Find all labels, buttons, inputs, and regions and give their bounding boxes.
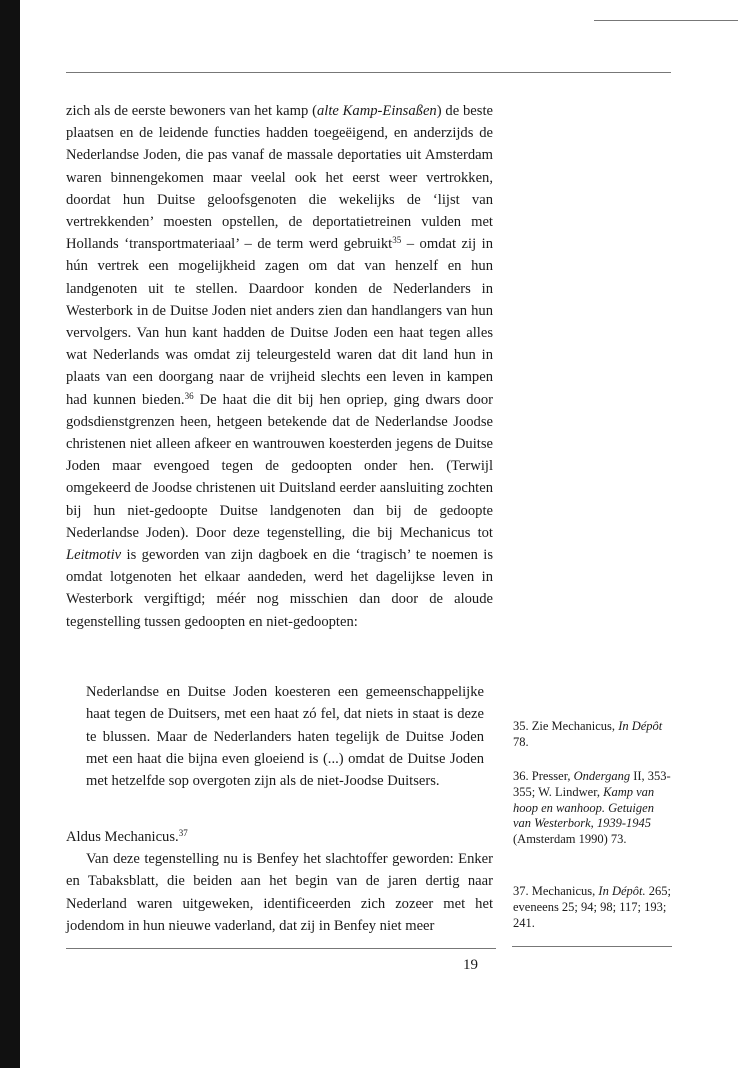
page-number: 19 (463, 957, 478, 973)
paragraph (66, 100, 493, 633)
italic-run: In Dépôt. (598, 884, 646, 898)
body-text-continued (66, 826, 493, 937)
text-run: 265; eveneens 25; 94; 98; 117; 193; 241. (513, 884, 671, 930)
text-run: ) de beste plaatsen en de leidende functies hadden toegeëigend, en anderzijds de Nederlandse Joden, die pas vanaf de massale deportaties uit Amsterdam waren binnengekomen maar veelal ook het eerst weer vertrokken, doordat hun Duitse geloofsgenoten die wekelijks de ‘lijst van vertrekkenden’ moesten opstellen, de deportatietreinen vulden met Hollands ‘transportmateriaal’ – de term werd gebruikt (66, 103, 493, 253)
block-quote (86, 681, 484, 792)
text-run: De haat die dit bij hen opriep, ging dwars door godsdienstgrenzen heen, hetgeen betekende dat de Nederlandse Joodse christenen niet alleen afkeer en wantrouwen koesterden jegens de Duitse Joden maar evengoed tegen de gedoopten onder hen. (Terwijl omgekeerd de Joodse christenen uit Duitsland eerder aansluiting zochten bij hun niet-gedoopte Duitse landgenoten dan bij de gedoopte Nederlandse Joden). Door deze tegenstelling, die bij Mechanicus tot (66, 391, 494, 541)
text-run: 35. Zie Mechanicus, (513, 719, 619, 733)
text-run: 78. (513, 734, 529, 749)
header-rule (66, 72, 671, 73)
footnote-ref: 36 (184, 390, 194, 401)
italic-run: Ondergang (573, 769, 631, 783)
text-run: zich als de eerste bewoners van het kamp ( (66, 103, 317, 119)
footnote-36 (513, 769, 673, 848)
footnote-text (513, 719, 673, 751)
quote-text: Nederlandse en Duitse Joden koesteren een gemeenschappelijke haat tegen de Duitsers, met een haat zó fel, dat niets in staat is deze te blussen. Maar de Nederlanders haten tegelijk de Duitse Joden met een haat die bijna even gloeiend is (...) omdat de Duitse Joden met hetzelfde sop overgoten zijn als de niet-Joodse Duitsers. (86, 684, 484, 790)
footnote-ref: 37 (178, 828, 188, 838)
text-run: 36. Presser, (513, 769, 574, 783)
text-run: Aldus Mechanicus. (66, 829, 179, 845)
italic-run: alte Kamp-Einsaßen (316, 103, 437, 119)
italic-run: Kamp van hoop en wanhoop. Getuigen van Westerbork, 1939-1945 (513, 784, 655, 831)
text-run: 37. Mechanicus, (513, 884, 599, 898)
text-run: is geworden van zijn dagboek en die ‘tragisch’ te noemen is omdat lotgenoten het elkaar aandeden, werd het dagelijkse leven in Westerbork vergiftigd; méér nog misschien dan door de aloude tegenstelling tussen gedoopten en niet-gedoopten: (66, 547, 493, 630)
footnote-35 (513, 719, 673, 751)
notes-rule (512, 946, 672, 947)
quote-attribution (66, 826, 493, 848)
body-text (66, 100, 493, 633)
text-run: (Amsterdam 1990) 73. (513, 832, 627, 847)
footnote-ref: 35 (392, 235, 402, 246)
footnote-text (513, 884, 673, 931)
footnote-37 (513, 884, 673, 931)
footnote-text (513, 769, 673, 848)
scan-edge-bar (0, 0, 20, 1068)
text-run: II, 353-355; W. Lindwer, (513, 769, 671, 799)
italic-run: In Dépôt (618, 719, 663, 733)
top-right-rule (594, 20, 738, 21)
italic-run: Leitmotiv (66, 547, 122, 564)
text-run: – omdat zij in hún vertrek een mogelijkheid zagen om dat van henzelf en hun landgenoten uit te stellen. Daardoor konden de Nederlanders in Westerbork in de Duitse Joden niet anders zien dan handlangers van hun vervolgers. Van hun kant hadden de Duitse Joden een haat tegen alles wat Nederlands was omdat zij teleurgesteld waren dat dit land hun in plaats van een doorgang naar de vrijheid slechts een leven in kampen had kunnen bieden. (66, 236, 493, 408)
footer-rule (66, 948, 496, 949)
paragraph: Van deze tegenstelling nu is Benfey het slachtoffer geworden: Enker en Tabaksblatt, die beiden aan het begin van de jaren dertig naar Nederland waren uitgeweken, identificeerden zich zozeer met het jodendom in hun nieuwe vaderland, dat zij in Benfey niet meer (66, 851, 493, 934)
